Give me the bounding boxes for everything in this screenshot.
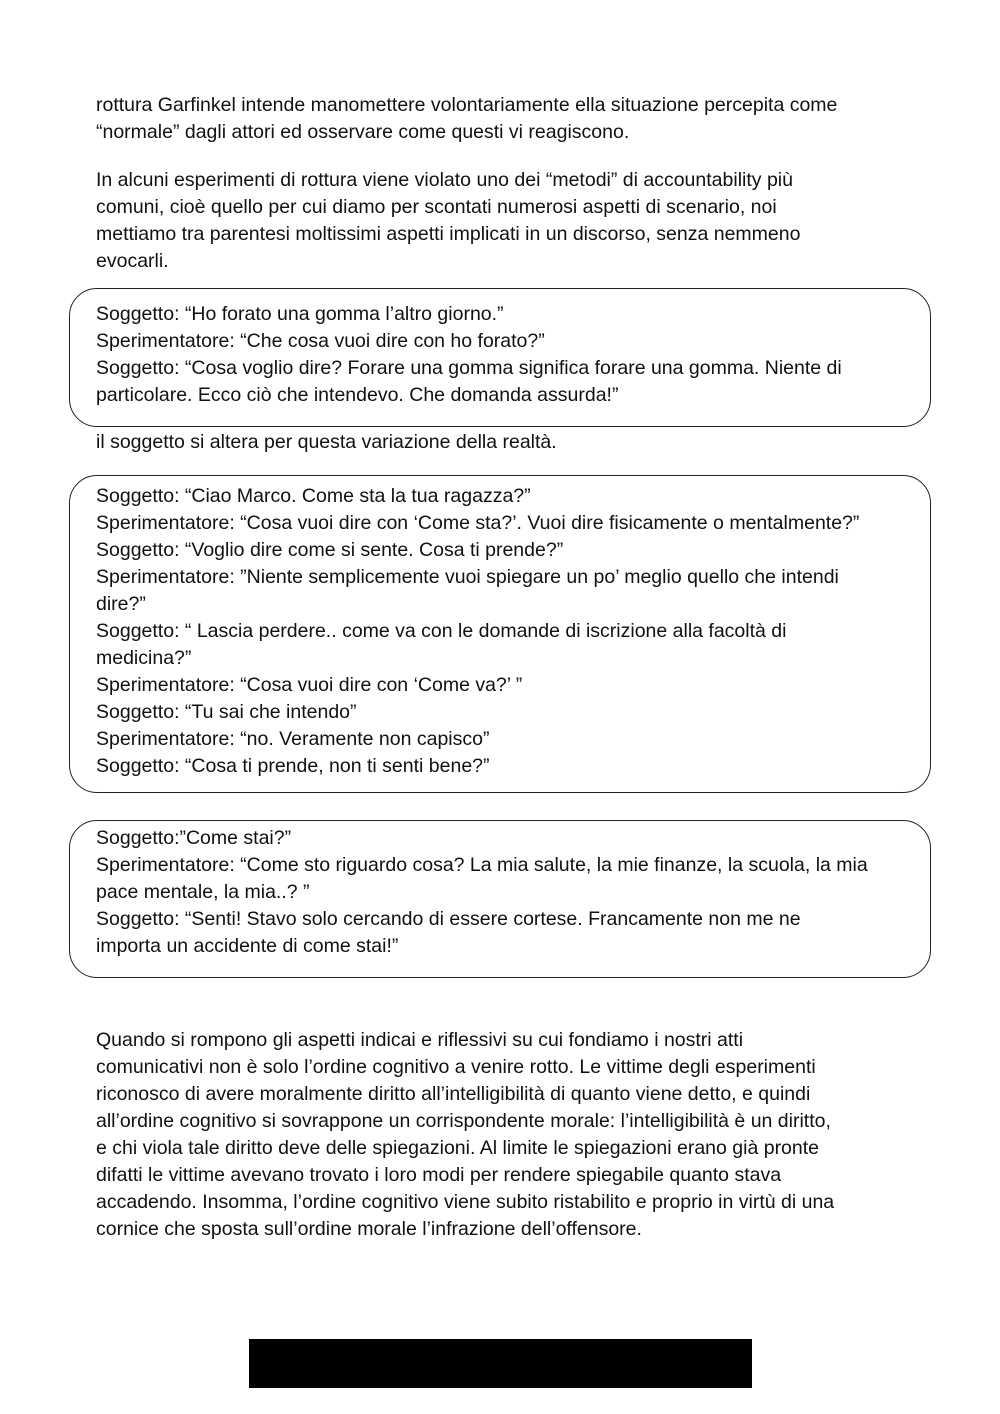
closing-line: riconosco di avere moralmente diritto all’intelligibilità di quanto viene detto, e quindi	[96, 1083, 811, 1105]
dialogue-line: dire?”	[96, 593, 146, 615]
dialogue-line: Sperimentatore: ”Niente semplicemente vuoi spiegare un po’ meglio quello che intendi	[96, 566, 839, 588]
dialogue-line: Soggetto: “Ciao Marco. Come sta la tua ragazza?”	[96, 485, 531, 507]
intro-line: rottura Garfinkel intende manomettere volontariamente ella situazione percepita come	[96, 94, 838, 116]
dialogue-line: Soggetto: “Tu sai che intendo”	[96, 701, 357, 723]
dialogue-line: Sperimentatore: “Come sto riguardo cosa? La mia salute, la mie finanze, la scuola, la mia	[96, 854, 868, 876]
dialogue-line: Soggetto:”Come stai?”	[96, 827, 292, 849]
dialogue-line: Sperimentatore: “no. Veramente non capisco”	[96, 728, 490, 750]
closing-line: Quando si rompono gli aspetti indicai e riflessivi su cui fondiamo i nostri atti	[96, 1029, 744, 1051]
intro-line: “normale” dagli attori ed osservare come questi vi reagiscono.	[96, 121, 630, 143]
dialogue-line: Soggetto: “Cosa voglio dire? Forare una gomma significa forare una gomma. Niente di	[96, 357, 842, 379]
dialogue-how-are-you	[96, 825, 916, 960]
dialogue-line: pace mentale, la mia..? ”	[96, 881, 310, 903]
dialogue-girlfriend	[96, 483, 916, 780]
redaction-bar	[249, 1339, 752, 1388]
intro-paragraph	[96, 92, 906, 146]
dialogue-line: Sperimentatore: “Cosa vuoi dire con ‘Come sta?’. Vuoi dire fisicamente o mentalmente?”	[96, 512, 860, 534]
dialogue-line: Sperimentatore: “Che cosa vuoi dire con ho forato?”	[96, 330, 545, 352]
closing-paragraph	[96, 1027, 906, 1243]
closing-line: all’ordine cognitivo si sovrappone un corrispondente morale: l’intelligibilità è un diritto,	[96, 1110, 831, 1132]
closing-line: comunicativi non è solo l’ordine cognitivo a venire rotto. Le vittime degli esperimenti	[96, 1056, 816, 1078]
dialogue-line: importa un accidente di come stai!”	[96, 935, 399, 957]
dialogue-flat-tire	[96, 301, 916, 409]
accountability-line: evocarli.	[96, 250, 169, 272]
dialogue-line: particolare. Ecco ciò che intendevo. Che domanda assurda!”	[96, 384, 619, 406]
dialogue-line: Soggetto: “Ho forato una gomma l’altro giorno.”	[96, 303, 504, 325]
dialogue-line: Soggetto: “Senti! Stavo solo cercando di essere cortese. Francamente non me ne	[96, 908, 801, 930]
dialogue-line: Sperimentatore: “Cosa vuoi dire con ‘Come va?’ ”	[96, 674, 523, 696]
dialogue-line: Soggetto: “Voglio dire come si sente. Cosa ti prende?”	[96, 539, 564, 561]
closing-line: accadendo. Insomma, l’ordine cognitivo viene subito ristabilito e proprio in virtù di una	[96, 1191, 835, 1213]
between-text	[96, 429, 906, 456]
dialogue-line: Soggetto: “Cosa ti prende, non ti senti bene?”	[96, 755, 490, 777]
closing-line: cornice che sposta sull’ordine morale l’infrazione dell’offensore.	[96, 1218, 642, 1240]
dialogue-line: Soggetto: “ Lascia perdere.. come va con le domande di iscrizione alla facoltà di	[96, 620, 787, 642]
closing-line: difatti le vittime avevano trovato i loro modi per rendere spiegabile quanto stava	[96, 1164, 782, 1186]
accountability-line: mettiamo tra parentesi moltissimi aspetti implicati in un discorso, senza nemmeno	[96, 223, 801, 245]
accountability-line: In alcuni esperimenti di rottura viene violato uno dei “metodi” di accountability più	[96, 169, 793, 191]
closing-line: e chi viola tale diritto deve delle spiegazioni. Al limite le spiegazioni erano già pronte	[96, 1137, 820, 1159]
between-line: il soggetto si altera per questa variazione della realtà.	[96, 431, 557, 453]
accountability-paragraph	[96, 167, 906, 275]
accountability-line: comuni, cioè quello per cui diamo per scontati numerosi aspetti di scenario, noi	[96, 196, 777, 218]
dialogue-line: medicina?”	[96, 647, 192, 669]
